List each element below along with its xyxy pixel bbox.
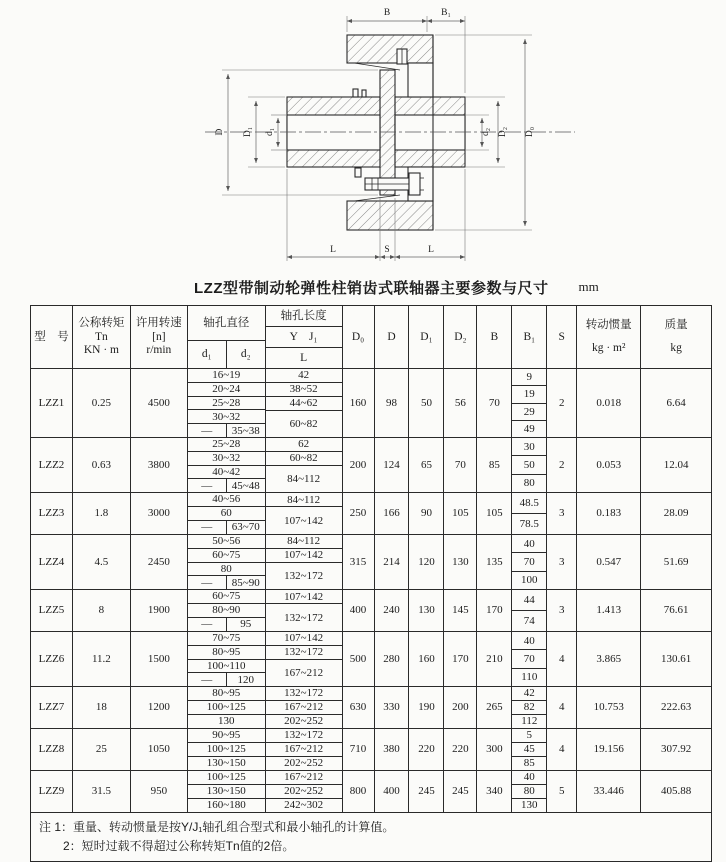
cell-B: 105 xyxy=(477,493,512,534)
bore-diameter-split-cell xyxy=(188,575,265,589)
cell-B1: 40 xyxy=(523,771,535,784)
cell-S: 4 xyxy=(547,632,577,686)
bore-diameter-column xyxy=(188,590,266,631)
header-speed-unit: r/min xyxy=(146,344,172,357)
cell-mass: 51.69 xyxy=(663,555,689,568)
cell-D2: 70 xyxy=(444,438,477,492)
bore-length-column xyxy=(266,438,343,492)
cell-B1: 80 xyxy=(512,784,546,798)
cell-D1: 50 xyxy=(409,369,444,437)
bore-length-cell: 107~142 xyxy=(266,548,342,562)
cell-inertia: 3.865 xyxy=(577,632,641,686)
cell-model: LZZ2 xyxy=(31,438,73,492)
bore-diameter-cell: 100~125 xyxy=(206,771,246,784)
cell-D1: 130 xyxy=(409,590,444,631)
cell-D0: 710 xyxy=(343,729,375,770)
header-d2: d₂ xyxy=(240,348,251,361)
cell-B1: 49 xyxy=(512,420,546,437)
bore-length-cell: 132~172 xyxy=(266,562,342,589)
bore-diameter-cell: 130 xyxy=(188,714,265,728)
bore-d1-cell: — xyxy=(188,479,227,492)
bore-diameter-column xyxy=(188,438,266,492)
bore-diameter-column xyxy=(188,535,266,589)
header-torque-symbol: Tn xyxy=(95,330,108,343)
bore-length-cell: 167~212 xyxy=(284,771,324,784)
cell-D1: 160 xyxy=(409,632,444,686)
dim-label-D2: D₂ xyxy=(498,126,508,138)
brake-rim-bottom xyxy=(347,201,433,230)
cell-mass: 405.88 xyxy=(660,785,692,798)
bore-length-cell: 44~62 xyxy=(266,396,342,410)
header-torque-title: 公称转矩 xyxy=(78,317,125,330)
bore-length-column xyxy=(266,590,343,631)
bore-diameter-cell: 100~110 xyxy=(188,659,265,673)
table-row-LZZ5 xyxy=(31,590,711,632)
cell-B: 70 xyxy=(477,369,512,437)
bore-d2-cell: 120 xyxy=(237,673,254,686)
header-B: B xyxy=(477,306,512,368)
dim-label-D1: D₁ xyxy=(243,126,253,138)
bore-length-cell: 42 xyxy=(298,369,310,382)
bore-length-cell: 60~82 xyxy=(266,410,342,437)
bore-diameter-cell: 40~56 xyxy=(212,493,241,506)
header-B1: B₁ xyxy=(512,306,547,368)
bore-length-column xyxy=(266,369,343,437)
header-l: L xyxy=(266,347,342,368)
bore-d2-cell: 63~70 xyxy=(231,521,260,534)
bore-length-cell: 84~112 xyxy=(266,465,342,492)
bore-diameter-split-cell xyxy=(188,423,265,437)
cell-S: 2 xyxy=(547,369,577,437)
bore-diameter-column xyxy=(188,369,266,437)
bore-d2-cell: 45~48 xyxy=(231,479,260,492)
key-block xyxy=(362,90,366,97)
cell-D: 280 xyxy=(375,632,410,686)
table-row-LZZ4 xyxy=(31,535,711,590)
dim-label-S: S xyxy=(384,245,390,255)
dim-label-D0: D₀ xyxy=(525,126,535,138)
table-body xyxy=(31,369,711,813)
header-speed-title: 许用转速 xyxy=(135,317,182,330)
bore-diameter-split-cell xyxy=(188,617,265,631)
cell-allowable-speed: 1900 xyxy=(131,590,188,631)
cell-allowable-speed: 3800 xyxy=(131,438,188,492)
cell-nominal-torque: 4.5 xyxy=(73,535,131,589)
cell-D2: 245 xyxy=(444,771,477,812)
bore-length-cell: 202~252 xyxy=(266,756,342,770)
table-header-row xyxy=(31,306,711,369)
cell-nominal-torque: 8 xyxy=(73,590,131,631)
bore-diameter-column xyxy=(188,687,266,728)
bore-d2-cell: 95 xyxy=(240,618,252,631)
cell-S: 3 xyxy=(547,535,577,589)
bore-diameter-split-cell xyxy=(188,672,265,686)
cell-S: 2 xyxy=(547,438,577,492)
dim-label-L-left: L xyxy=(330,245,336,255)
bore-diameter-cell: 25~28 xyxy=(212,438,241,451)
cell-B1: 42 xyxy=(523,687,535,700)
cell-allowable-speed: 1500 xyxy=(131,632,188,686)
bore-diameter-cell: 25~28 xyxy=(188,396,265,410)
cell-inertia: 0.053 xyxy=(577,438,641,492)
B1-column xyxy=(512,493,547,534)
right-bore xyxy=(395,115,465,150)
bore-length-cell: 107~142 xyxy=(284,632,324,645)
bore-diameter-split-cell xyxy=(188,520,265,534)
cell-allowable-speed: 4500 xyxy=(131,369,188,437)
cell-B1: 40 xyxy=(523,634,535,647)
B1-column xyxy=(512,632,547,686)
bore-length-column xyxy=(266,493,343,534)
bore-length-cell: 202~252 xyxy=(266,714,342,728)
header-torque-unit: KN · m xyxy=(83,344,119,357)
cell-nominal-torque: 0.25 xyxy=(73,369,131,437)
bore-length-column xyxy=(266,687,343,728)
cell-model: LZZ5 xyxy=(31,590,73,631)
cell-D2: 200 xyxy=(444,687,477,728)
cell-S: 3 xyxy=(547,590,577,631)
header-bore-length: 轴孔长度 xyxy=(280,309,327,322)
key-block xyxy=(353,89,358,97)
brake-rim-top xyxy=(347,35,433,63)
cell-nominal-torque: 0.63 xyxy=(73,438,131,492)
header-speed xyxy=(131,306,188,368)
brake-web-top xyxy=(408,63,433,97)
header-D0: D₀ xyxy=(343,306,375,368)
bore-d2-cell: 85~90 xyxy=(231,576,260,589)
bore-diameter-column xyxy=(188,771,266,812)
cell-D0: 160 xyxy=(343,369,375,437)
cell-S: 3 xyxy=(547,493,577,534)
cell-model: LZZ9 xyxy=(31,771,73,812)
cell-mass: 222.63 xyxy=(660,701,692,714)
cell-B1: 70 xyxy=(512,649,546,667)
cell-B1: 70 xyxy=(512,552,546,570)
bore-diameter-cell: 90~95 xyxy=(212,729,241,742)
bore-length-cell: 60~82 xyxy=(266,451,342,465)
bore-length-cell: 84~112 xyxy=(287,493,321,506)
cell-B1: 110 xyxy=(512,668,546,686)
bore-length-cell: 107~142 xyxy=(266,506,342,534)
dim-label-d1: d₁ xyxy=(265,127,275,137)
header-D1: D₁ xyxy=(409,306,444,368)
cell-S: 5 xyxy=(547,771,577,812)
bore-diameter-cell: 80 xyxy=(188,562,265,576)
bore-length-cell: 202~252 xyxy=(266,784,342,798)
bore-d2-cell: 35~38 xyxy=(231,424,260,437)
B1-column xyxy=(512,590,547,631)
bore-d1-cell: — xyxy=(188,618,227,631)
cell-inertia: 0.547 xyxy=(577,535,641,589)
bore-diameter-cell: 80~95 xyxy=(212,687,241,700)
dim-label-d2: d₂ xyxy=(481,127,491,137)
cell-D: 330 xyxy=(375,687,410,728)
bore-diameter-cell: 30~32 xyxy=(188,451,265,465)
bore-length-cell: 167~212 xyxy=(266,742,342,756)
header-mass-title: 质量 xyxy=(664,319,688,332)
cell-D0: 200 xyxy=(343,438,375,492)
cell-inertia: 10.753 xyxy=(577,687,641,728)
cell-D2: 130 xyxy=(444,535,477,589)
bore-length-column xyxy=(266,771,343,812)
cell-B1: 29 xyxy=(512,403,546,420)
cell-model: LZZ6 xyxy=(31,632,73,686)
page-title: LZZ型带制动轮弹性柱销齿式联轴器主要参数与尺寸 xyxy=(194,279,549,297)
cell-D: 166 xyxy=(375,493,410,534)
B1-column xyxy=(512,369,547,437)
header-yj1: Y J₁ xyxy=(266,326,342,347)
cell-mass: 28.09 xyxy=(663,507,689,520)
cell-B1: 44 xyxy=(523,593,535,606)
cell-D1: 190 xyxy=(409,687,444,728)
header-inertia xyxy=(577,306,641,368)
B1-column xyxy=(512,535,547,589)
bore-diameter-column xyxy=(188,493,266,534)
bore-diameter-column xyxy=(188,632,266,686)
flange-web xyxy=(380,70,395,195)
bore-diameter-cell: 100~125 xyxy=(188,742,265,756)
bore-length-column xyxy=(266,729,343,770)
cell-nominal-torque: 25 xyxy=(73,729,131,770)
cell-D0: 250 xyxy=(343,493,375,534)
table-row-LZZ3 xyxy=(31,493,711,535)
cell-B1: 48.5 xyxy=(519,496,539,509)
title-row xyxy=(0,274,726,300)
cell-D: 380 xyxy=(375,729,410,770)
bore-length-cell: 167~212 xyxy=(266,700,342,714)
cell-D2: 170 xyxy=(444,632,477,686)
bore-diameter-cell: 50~56 xyxy=(212,535,241,548)
bore-diameter-cell: 130~150 xyxy=(188,756,265,770)
header-model: 型 号 xyxy=(31,306,73,368)
cell-inertia: 33.446 xyxy=(577,771,641,812)
header-D2: D₂ xyxy=(444,306,477,368)
table-row-LZZ9 xyxy=(31,771,711,813)
cell-inertia: 19.156 xyxy=(577,729,641,770)
cell-B1: 130 xyxy=(512,798,546,812)
cell-D: 98 xyxy=(375,369,410,437)
cell-B: 85 xyxy=(477,438,512,492)
cell-D0: 800 xyxy=(343,771,375,812)
cell-allowable-speed: 1200 xyxy=(131,687,188,728)
cell-mass: 12.04 xyxy=(663,458,689,471)
cell-allowable-speed: 2450 xyxy=(131,535,188,589)
cell-B: 170 xyxy=(477,590,512,631)
bore-length-cell: 132~172 xyxy=(284,729,324,742)
bore-diameter-cell: 80~90 xyxy=(188,603,265,617)
cell-mass: 307.92 xyxy=(660,743,692,756)
cell-D2: 220 xyxy=(444,729,477,770)
cell-nominal-torque: 18 xyxy=(73,687,131,728)
bore-diameter-cell: 100~125 xyxy=(188,700,265,714)
coupling-section-drawing xyxy=(150,2,590,274)
cell-B: 340 xyxy=(477,771,512,812)
cell-D0: 630 xyxy=(343,687,375,728)
cell-D1: 120 xyxy=(409,535,444,589)
note-line-1: 注 1：重量、转动惯量是按Y/J₁轴孔组合型式和最小轴孔的计算值。 xyxy=(39,820,395,834)
bore-diameter-cell: 40~42 xyxy=(188,465,265,479)
cell-D1: 90 xyxy=(409,493,444,534)
unit-label: mm xyxy=(578,279,599,294)
bore-diameter-cell: 60~75 xyxy=(188,548,265,562)
bore-diameter-cell: 30~32 xyxy=(188,409,265,423)
stop-washer xyxy=(355,168,361,177)
bore-length-cell: 132~172 xyxy=(284,687,324,700)
header-mass xyxy=(641,306,711,368)
cell-D1: 65 xyxy=(409,438,444,492)
cell-allowable-speed: 3000 xyxy=(131,493,188,534)
cell-B1: 82 xyxy=(512,700,546,714)
bore-length-cell: 38~52 xyxy=(266,382,342,396)
cell-B1: 74 xyxy=(512,610,546,631)
cell-S: 4 xyxy=(547,729,577,770)
parameter-table xyxy=(30,305,712,862)
cell-allowable-speed: 1050 xyxy=(131,729,188,770)
bore-length-cell: 242~302 xyxy=(266,798,342,812)
cell-nominal-torque: 11.2 xyxy=(73,632,131,686)
header-mass-unit: kg xyxy=(670,342,682,354)
header-inertia-title: 转动惯量 xyxy=(585,319,632,332)
bore-diameter-column xyxy=(188,729,266,770)
cell-D0: 500 xyxy=(343,632,375,686)
B1-column xyxy=(512,771,547,812)
cell-D1: 220 xyxy=(409,729,444,770)
cell-D1: 245 xyxy=(409,771,444,812)
header-bore-diameter: 轴孔直径 xyxy=(203,316,250,329)
cell-D: 400 xyxy=(375,771,410,812)
cell-D2: 145 xyxy=(444,590,477,631)
bore-diameter-cell: 70~75 xyxy=(212,632,241,645)
bore-d1-cell: — xyxy=(188,521,227,534)
cell-B1: 9 xyxy=(526,371,533,384)
header-inertia-unit: kg · m² xyxy=(591,342,626,354)
cell-B: 265 xyxy=(477,687,512,728)
bore-diameter-cell: 60 xyxy=(188,506,265,520)
header-D: D xyxy=(375,306,410,368)
cell-mass: 6.64 xyxy=(666,396,686,409)
table-row-LZZ8 xyxy=(31,729,711,771)
bore-diameter-cell: 80~95 xyxy=(188,645,265,659)
pin-bolt-nut xyxy=(409,173,420,195)
cell-model: LZZ7 xyxy=(31,687,73,728)
bore-diameter-split-cell xyxy=(188,478,265,492)
header-bore-length-group xyxy=(266,306,343,368)
table-row-LZZ2 xyxy=(31,438,711,493)
bore-diameter-cell: 20~24 xyxy=(188,382,265,396)
bore-length-cell: 107~142 xyxy=(284,590,324,603)
cell-B1: 85 xyxy=(512,756,546,770)
cell-D0: 400 xyxy=(343,590,375,631)
bore-d1-cell: — xyxy=(188,673,227,686)
bore-d1-cell: — xyxy=(188,424,227,437)
cell-inertia: 1.413 xyxy=(577,590,641,631)
header-S: S xyxy=(547,306,577,368)
bore-length-column xyxy=(266,535,343,589)
bore-diameter-cell: 16~19 xyxy=(212,369,241,382)
cell-nominal-torque: 1.8 xyxy=(73,493,131,534)
header-d1: d₁ xyxy=(188,341,227,368)
cell-B: 300 xyxy=(477,729,512,770)
cell-D2: 105 xyxy=(444,493,477,534)
cell-mass: 76.61 xyxy=(663,604,689,617)
coupling-drawing-svg xyxy=(150,2,590,274)
bore-length-cell: 132~172 xyxy=(266,603,342,631)
bore-diameter-cell: 160~180 xyxy=(188,798,265,812)
table-row-LZZ7 xyxy=(31,687,711,729)
cell-allowable-speed: 950 xyxy=(131,771,188,812)
cell-B1: 100 xyxy=(512,571,546,589)
cell-B1: 50 xyxy=(512,455,546,473)
cell-B1: 40 xyxy=(523,537,535,550)
cell-model: LZZ3 xyxy=(31,493,73,534)
cell-B1: 30 xyxy=(523,440,535,453)
dim-label-B: B xyxy=(383,8,391,18)
bore-diameter-cell: 60~75 xyxy=(212,590,241,603)
cell-D0: 315 xyxy=(343,535,375,589)
bore-diameter-cell: 130~150 xyxy=(188,784,265,798)
header-bore-diameter-group xyxy=(188,306,266,368)
cell-D: 214 xyxy=(375,535,410,589)
bore-d1-cell: — xyxy=(188,576,227,589)
notes-block xyxy=(31,813,711,861)
cell-B1: 45 xyxy=(512,742,546,756)
bore-length-cell: 62 xyxy=(298,438,310,451)
cell-D: 240 xyxy=(375,590,410,631)
cell-nominal-torque: 31.5 xyxy=(73,771,131,812)
cell-inertia: 0.018 xyxy=(577,369,641,437)
B1-column xyxy=(512,729,547,770)
cell-B: 210 xyxy=(477,632,512,686)
cell-B1: 80 xyxy=(512,474,546,492)
cell-B1: 78.5 xyxy=(512,513,546,534)
note-line-2: 2：短时过载不得超过公称转矩Tn值的2倍。 xyxy=(63,838,295,853)
left-bore xyxy=(287,115,380,150)
cell-mass: 130.61 xyxy=(660,652,692,665)
table-row-LZZ6 xyxy=(31,632,711,687)
table-row-LZZ1 xyxy=(31,369,711,438)
cell-D: 124 xyxy=(375,438,410,492)
B1-column xyxy=(512,687,547,728)
dim-label-L-right: L xyxy=(428,245,434,255)
bore-length-cell: 167~212 xyxy=(266,659,342,686)
cell-B: 135 xyxy=(477,535,512,589)
bore-length-cell: 84~112 xyxy=(287,535,321,548)
cell-S: 4 xyxy=(547,687,577,728)
bore-length-cell: 132~172 xyxy=(266,645,342,659)
cell-model: LZZ4 xyxy=(31,535,73,589)
cell-inertia: 0.183 xyxy=(577,493,641,534)
bore-length-column xyxy=(266,632,343,686)
header-torque xyxy=(73,306,131,368)
cell-B1: 5 xyxy=(526,729,533,742)
dim-label-D: D xyxy=(215,128,225,136)
cell-model: LZZ1 xyxy=(31,369,73,437)
header-speed-symbol: [n] xyxy=(152,330,166,343)
cell-D2: 56 xyxy=(444,369,477,437)
dim-label-B1: B₁ xyxy=(441,8,451,18)
B1-column xyxy=(512,438,547,492)
cell-B1: 19 xyxy=(512,385,546,402)
cell-B1: 112 xyxy=(512,714,546,728)
cell-model: LZZ8 xyxy=(31,729,73,770)
